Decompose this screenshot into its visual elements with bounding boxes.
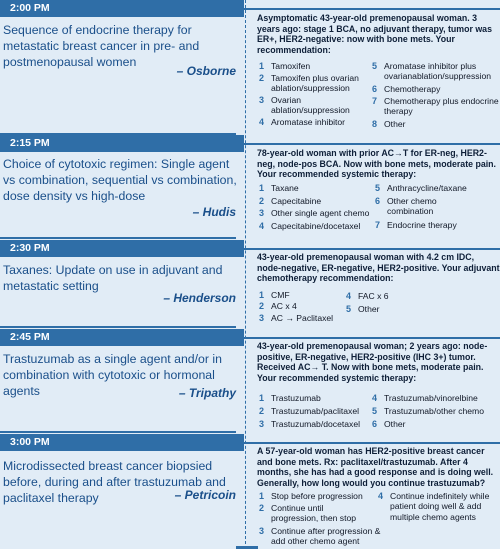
answer-option: 6 Other (372, 419, 406, 429)
answer-option: 7 Chemotherapy plus endocrine therapy (372, 96, 499, 117)
session-speaker: – Osborne (176, 64, 236, 78)
session-speaker: – Hudis (192, 205, 236, 219)
divider-line (0, 237, 236, 239)
answer-option: 4 Capecitabine/docetaxel (259, 221, 361, 231)
divider-line (244, 337, 500, 339)
session-time: 2:15 PM (0, 135, 244, 152)
answer-option: 4 Continue indefinitely while patient doing well & add multiple chemo agents (378, 491, 490, 522)
session-title: Sequence of endocrine therapy for metastatic breast cancer in pre- and postmenopausal women (3, 23, 200, 69)
divider-line (0, 326, 236, 328)
divider-line (244, 442, 500, 444)
answer-option: 1 Stop before progression (259, 491, 363, 501)
case-question: Asymptomatic 43-year-old premenopausal woman. 3 years ago: stage 1 BCA, no adjuvant therapy, tumor was ER+, HER2-negative: now with bone mets. Your recommendation: (257, 13, 492, 55)
answer-option: 6 Other chemo combination (375, 196, 437, 217)
answer-option: 1 Trastuzumab (259, 393, 321, 403)
answer-option: 1 Tamoxifen (259, 61, 311, 71)
answer-option: 5 Anthracycline/taxane (375, 183, 467, 193)
session-block (0, 434, 500, 549)
answer-option: 1 CMF (259, 290, 290, 300)
answer-option: 8 Other (372, 119, 406, 129)
answer-option: 4 Trastuzumab/vinorelbine (372, 393, 478, 403)
case-question: A 57-year-old woman has HER2-positive breast cancer and bone mets. Rx: paclitaxel/trastuzumab. After 4 months, she has had a good response and is doing well. Generally, how long would you continue trastuzumab? (257, 446, 494, 488)
session-block (0, 0, 500, 133)
answer-option: 6 Chemotherapy (372, 84, 441, 94)
answer-option: 2 Continue until progression, then stop (259, 503, 357, 524)
answer-option: 4 Aromatase inhibitor (259, 117, 346, 127)
answer-option: 5 Other (346, 304, 380, 314)
session-time: 2:00 PM (0, 0, 244, 17)
session-title: Microdissected breast cancer biopsied before, during and after trastuzumab and paclitaxel therapy (3, 459, 226, 505)
session-speaker: – Petricoin (174, 488, 236, 502)
answer-option: 5 Trastuzumab/other chemo (372, 406, 484, 416)
session-block (0, 135, 500, 239)
answer-option: 3 Ovarian ablation/suppression (259, 95, 350, 116)
session-title: Taxanes: Update on use in adjuvant and metastatic setting (3, 263, 223, 293)
divider-line (244, 143, 500, 145)
answer-option: 2 Tamoxifen plus ovarian ablation/suppression (259, 73, 359, 94)
session-time: 2:45 PM (0, 329, 244, 346)
answer-option: 3 Other single agent chemo (259, 208, 370, 218)
answer-option: 5 Aromatase inhibitor plus ovarianablation/suppression (372, 61, 492, 82)
answer-option: 4 FAC x 6 (346, 291, 389, 301)
answer-option: 2 Trastuzumab/paclitaxel (259, 406, 360, 416)
session-block (0, 329, 500, 432)
case-question: 43-year-old premenopausal woman; 2 years ago: node-positive, ER-negative, HER2-positive (IHC 3+) tumor. Received AC→ T. Now with bone mets, moderate pain. Your recommended systemic therapy: (257, 341, 488, 383)
answer-option: 7 Endocrine therapy (375, 220, 457, 230)
divider-line (0, 431, 236, 433)
session-speaker: – Henderson (163, 291, 236, 305)
answer-option: 3 Continue after progression & add other chemo agent (259, 526, 381, 547)
answer-option: 3 Trastuzumab/docetaxel (259, 419, 361, 429)
case-question: 78-year-old woman with prior AC→T for ER-neg, HER2-neg, node-pos BCA. Now with bone mets, moderate pain. Your recommended systemic therapy: (257, 148, 496, 180)
session-title: Choice of cytotoxic regimen: Single agent vs combination, sequential vs combination, dose density vs high-dose (3, 157, 237, 203)
session-time: 2:30 PM (0, 240, 244, 257)
session-block (0, 240, 500, 327)
answer-option: 1 Taxane (259, 183, 299, 193)
session-speaker: – Tripathy (178, 386, 236, 400)
answer-option: 2 AC x 4 (259, 301, 297, 311)
answer-option: 3 AC → Paclitaxel (259, 313, 334, 323)
session-title: Trastuzumab as a single agent and/or in combination with cytotoxic or hormonal agents (3, 352, 222, 398)
divider-line (244, 248, 500, 250)
answer-option: 2 Capecitabine (259, 196, 322, 206)
case-question: 43-year-old premenopausal woman with 4.2 cm IDC, node-negative, ER-negative, HER2-positive. Your adjuvant chemotherapy recommendation: (257, 252, 500, 284)
session-time: 3:00 PM (0, 434, 244, 451)
divider-line (244, 8, 500, 10)
